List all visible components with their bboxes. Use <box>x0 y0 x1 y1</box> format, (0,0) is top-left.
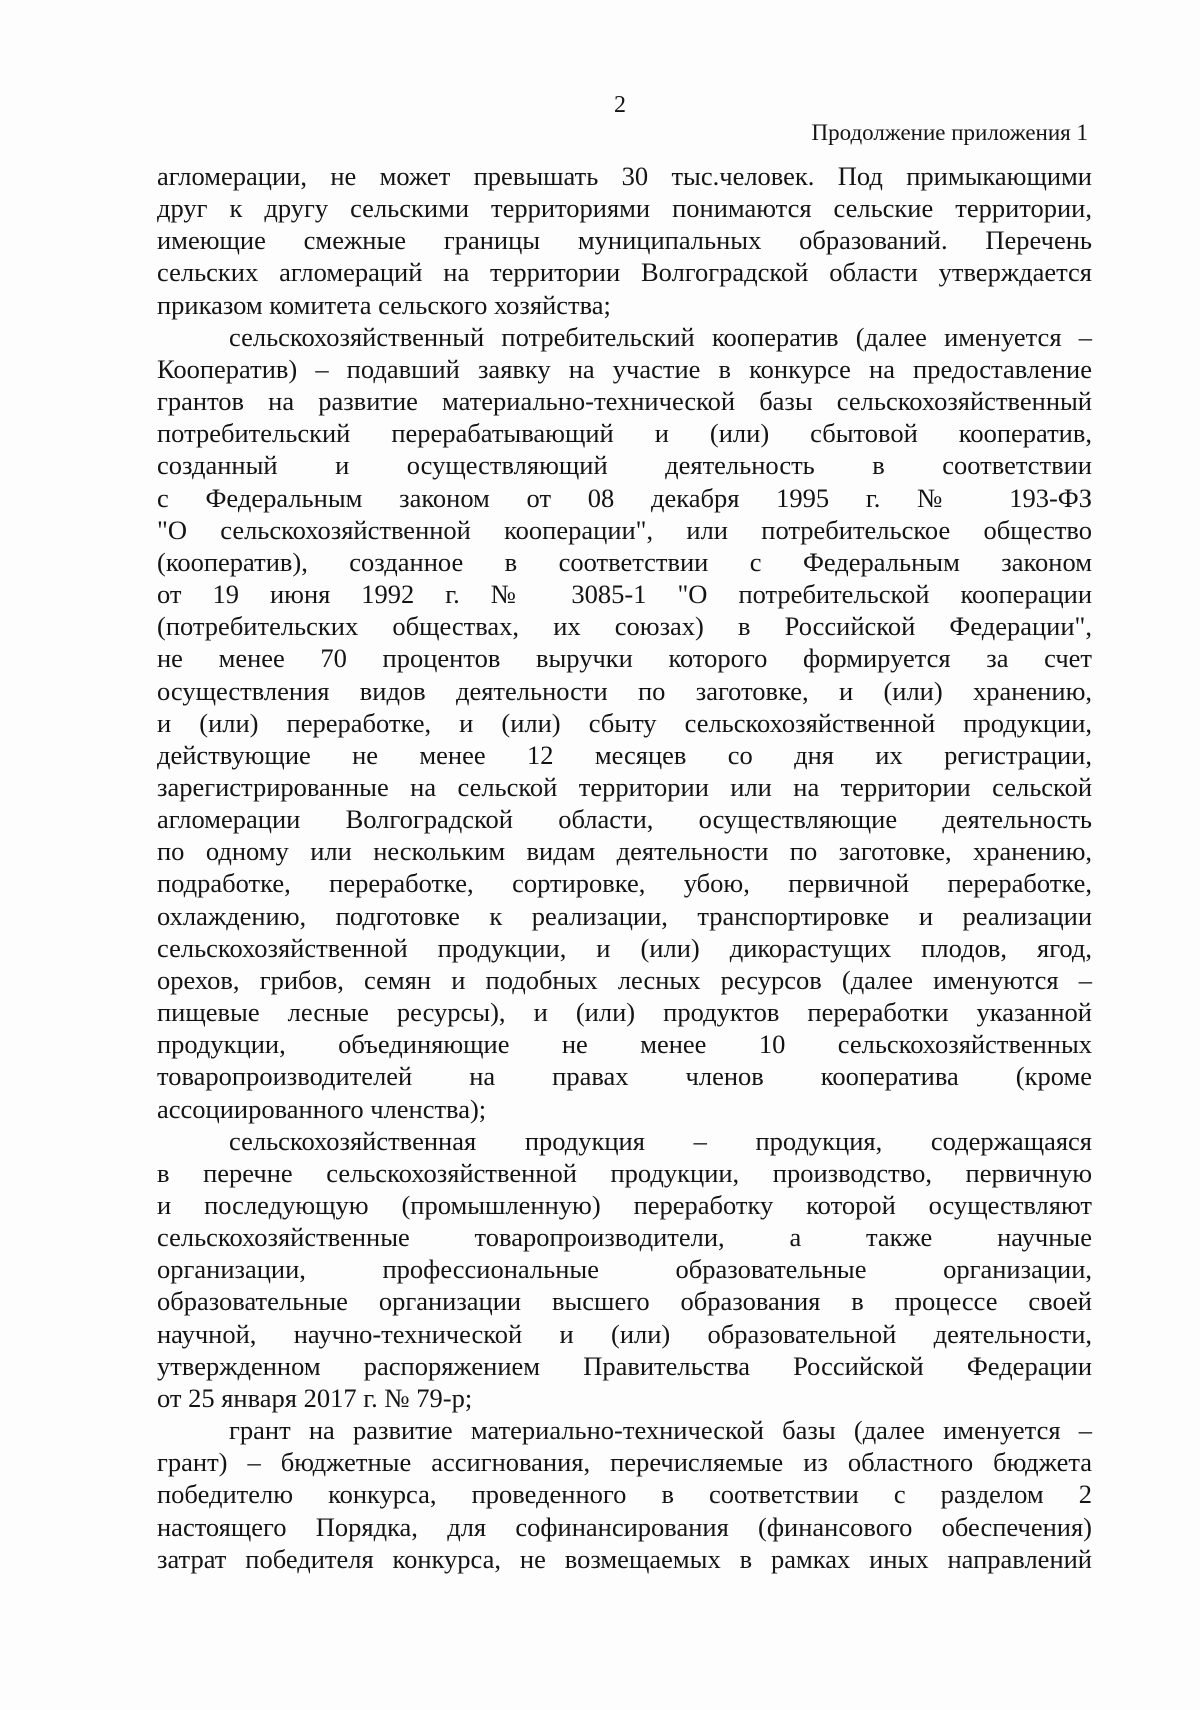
paragraph <box>157 160 1092 321</box>
text-line: действующие не менее 12 месяцев со дня их регистрации, <box>157 739 1092 770</box>
text-line: агломерации, не может превышать 30 тыс.человек. Под примыкающими <box>157 161 1092 191</box>
text-line: ассоциированного членства); <box>157 1093 487 1124</box>
text-line: не менее 70 процентов выручки которого формируется за счет <box>157 643 1092 674</box>
text-line: образовательные организации высшего образования в процессе своей <box>157 1286 1092 1317</box>
text-line: утвержденном распоряжением Правительства Российской Федерации <box>157 1350 1092 1381</box>
text-line: затрат победителя конкурса, не возмещаемых в рамках иных направлений <box>157 1543 1092 1574</box>
paragraph <box>157 1125 1092 1414</box>
text-line: агломерации Волгоградской области, осуществляющие деятельность <box>157 804 1092 835</box>
text-line: (кооператив), созданное в соответствии с Федеральным законом <box>157 546 1092 577</box>
text-line: созданный и осуществляющий деятельность в соответствии <box>157 450 1092 481</box>
paragraph <box>157 321 1092 1125</box>
page-number: 2 <box>614 92 626 118</box>
text-line: имеющие смежные границы муниципальных образований. Перечень <box>157 225 1092 256</box>
text-line: организации, профессиональные образовательные организации, <box>157 1254 1092 1285</box>
text-line: орехов, грибов, семян и подобных лесных ресурсов (далее именуются – <box>157 964 1092 995</box>
text-line: приказом комитета сельского хозяйства; <box>157 289 611 320</box>
text-line: в перечне сельскохозяйственной продукции, производство, первичную <box>157 1157 1092 1188</box>
text-line: с Федеральным законом от 08 декабря 1995 г. № 193-ФЗ <box>157 482 1092 513</box>
text-line: Кооператив) – подавший заявку на участие в конкурсе на предоставление <box>157 353 1092 384</box>
text-line: зарегистрированные на сельской территории или на территории сельской <box>157 771 1092 802</box>
document-body <box>157 160 1092 1575</box>
text-line: товаропроизводителей на правах членов кооператива (кроме <box>157 1061 1092 1092</box>
paragraph <box>157 1414 1092 1575</box>
text-line: пищевые лесные ресурсы), и (или) продуктов переработки указанной <box>157 997 1092 1028</box>
text-line: сельскохозяйственные товаропроизводители, а также научные <box>157 1222 1092 1253</box>
text-line: по одному или нескольким видам деятельности по заготовке, хранению, <box>157 836 1092 867</box>
text-line: сельских агломераций на территории Волгоградской области утверждается <box>157 257 1092 288</box>
text-line: настоящего Порядка, для софинансирования (финансового обеспечения) <box>157 1511 1092 1542</box>
text-line: продукции, объединяющие не менее 10 сельскохозяйственных <box>157 1029 1092 1060</box>
text-line: потребительский перерабатывающий и (или) сбытовой кооператив, <box>157 418 1092 449</box>
text-line: от 25 января 2017 г. № 79-р; <box>157 1382 473 1413</box>
text-line: научной, научно-технической и (или) образовательной деятельности, <box>157 1318 1092 1349</box>
text-line: охлаждению, подготовке к реализации, транспортировке и реализации <box>157 900 1092 931</box>
text-line: победителю конкурса, проведенного в соответствии с разделом 2 <box>157 1479 1092 1510</box>
text-line: подработке, переработке, сортировке, убою, первичной переработке, <box>157 868 1092 899</box>
text-line: от 19 июня 1992 г. № 3085-1 "О потребительской кооперации <box>157 579 1092 610</box>
text-line: сельскохозяйственный потребительский кооператив (далее именуется – <box>229 321 1092 352</box>
text-line: грант на развитие материально-технической базы (далее именуется – <box>229 1415 1092 1446</box>
text-line: грантов на развитие материально-технической базы сельскохозяйственный <box>157 386 1092 417</box>
text-line: сельскохозяйственной продукции, и (или) дикорастущих плодов, ягод, <box>157 932 1092 963</box>
text-line: осуществления видов деятельности по заготовке, и (или) хранению, <box>157 675 1092 706</box>
text-line: (потребительских обществах, их союзах) в Российской Федерации", <box>157 611 1092 642</box>
text-line: и (или) переработке, и (или) сбыту сельскохозяйственной продукции, <box>157 707 1092 738</box>
continuation-label: Продолжение приложения 1 <box>811 120 1088 145</box>
text-line: друг к другу сельскими территориями понимаются сельские территории, <box>157 193 1092 224</box>
text-line: грант) – бюджетные ассигнования, перечисляемые из областного бюджета <box>157 1447 1092 1478</box>
text-line: и последующую (промышленную) переработку которой осуществляют <box>157 1190 1092 1220</box>
text-line: сельскохозяйственная продукция – продукция, содержащаяся <box>229 1125 1092 1156</box>
text-line: "О сельскохозяйственной кооперации", или потребительское общество <box>157 514 1092 545</box>
